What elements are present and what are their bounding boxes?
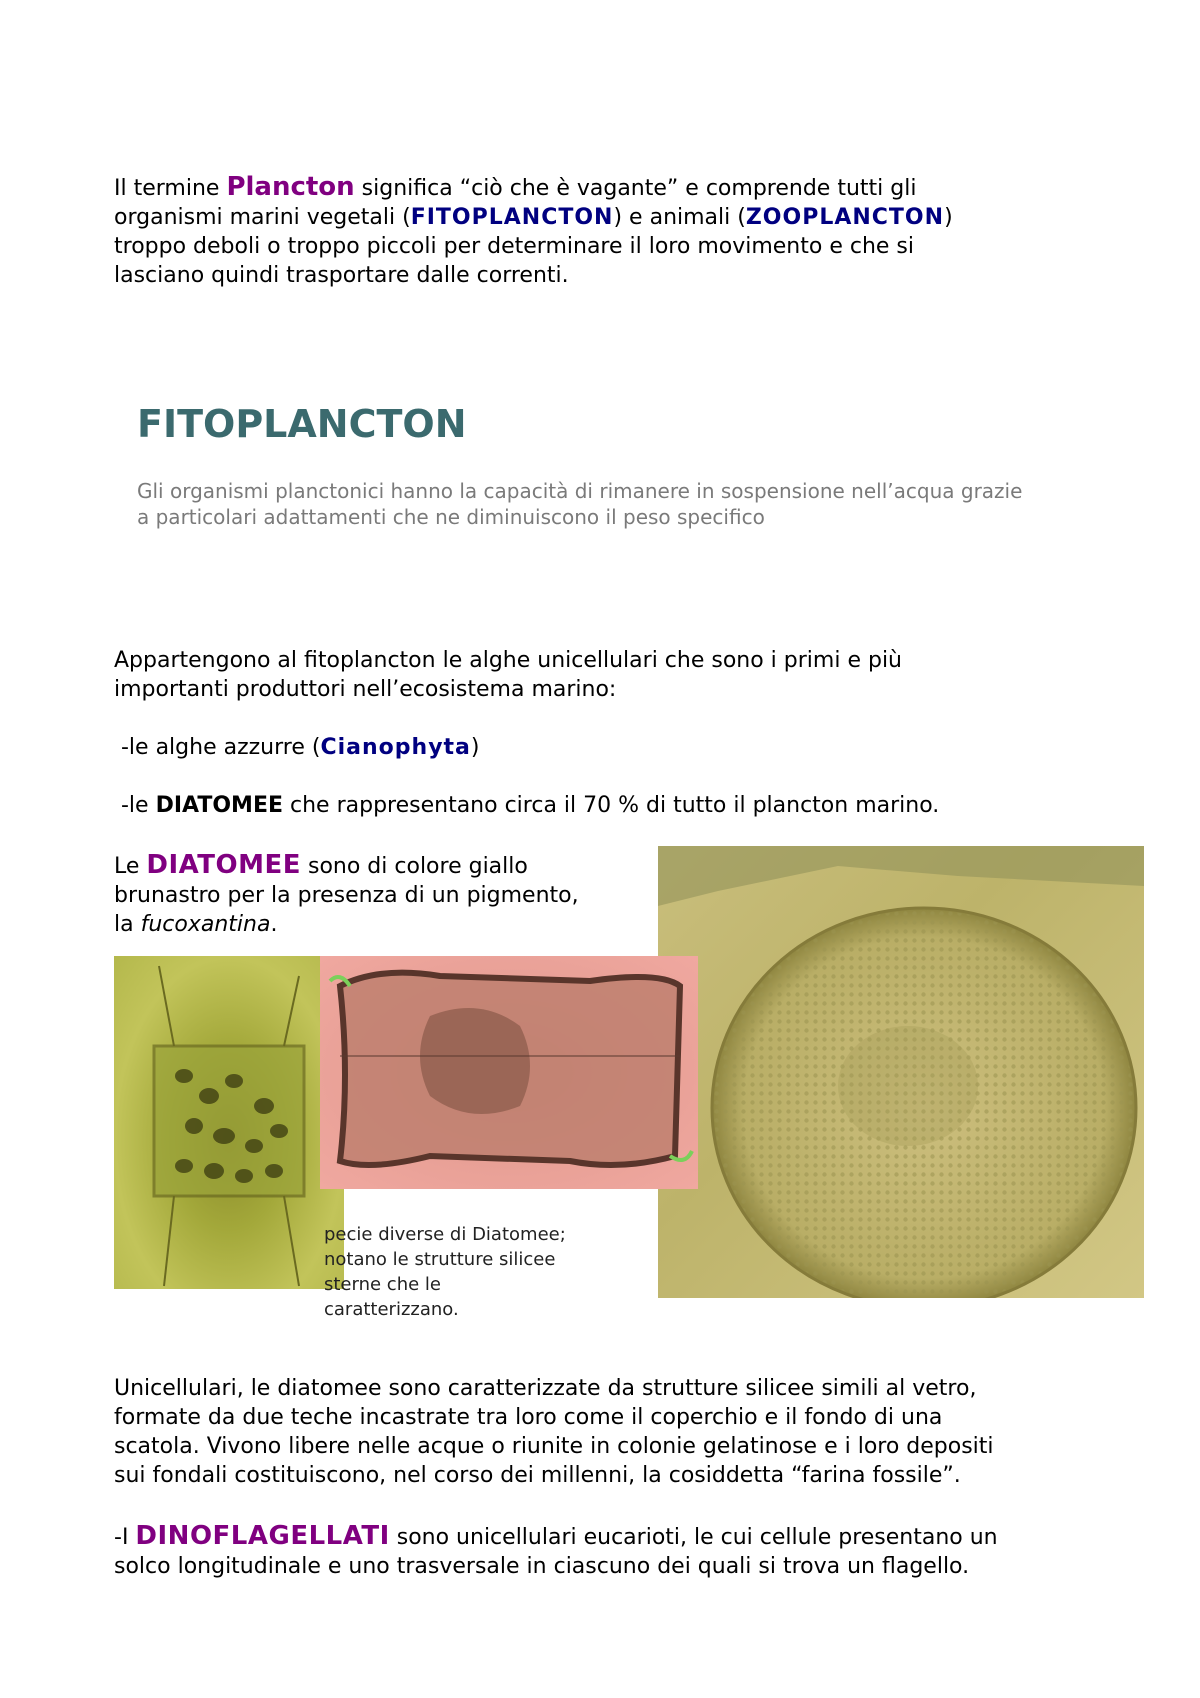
pink-diatom-illustration bbox=[320, 956, 698, 1189]
fitoplancton-paragraph: Appartengono al fitoplancton le alghe unicellulari che sono i primi e più importanti produttori nell’ecosistema marino: bbox=[114, 648, 902, 702]
photo-caption: pecie diverse di Diatomee; notano le strutture silicee sterne che le caratterizzano. bbox=[324, 1224, 566, 1320]
intro-line-4: lasciano quindi trasportare dalle correnti. bbox=[114, 263, 569, 288]
unicellulari-paragraph: Unicellulari, le diatomee sono caratterizzate da strutture silicee simili al vetro, formate da due teche incastrate tra loro come il coperchio e il fondo di una scatola. Vivono libere nelle acque o riunite in colonie gelatinose e i loro depositi sui fondali costituiscono, nel corso dei millenni, la cosiddetta “farina fossile”. bbox=[114, 1376, 994, 1488]
list-item-diatomee: -le DIATOMEE che rappresentano circa il 70 % di tutto il plancton marino. bbox=[114, 793, 940, 818]
pink-diatom-photo bbox=[320, 956, 698, 1189]
dinoflagellati-paragraph: -I DINOFLAGELLATI sono unicellulari eucarioti, le cui cellule presentano un solco longitudinale e uno trasversale in ciascuno dei quali si trova un flagello. bbox=[114, 1521, 998, 1579]
diatomee-paragraph: Le DIATOMEE sono di colore giallo brunastro per la presenza di un pigmento, la fucoxantina. bbox=[114, 850, 579, 937]
round-diatom-photo bbox=[658, 846, 1144, 1298]
intro-line-2: organismi marini vegetali (FITOPLANCTON) e animali (ZOOPLANCTON) bbox=[114, 205, 953, 230]
zooplancton-term: ZOOPLANCTON bbox=[745, 205, 945, 230]
plancton-term: Plancton bbox=[226, 172, 355, 202]
intro-paragraph bbox=[114, 173, 953, 290]
green-diatom-photo bbox=[114, 956, 344, 1289]
green-diatom-illustration bbox=[114, 956, 344, 1289]
intro-line-1: Il termine Plancton significa “ciò che è vagante” e comprende tutti gli bbox=[114, 172, 917, 202]
section-subtitle: Gli organismi planctonici hanno la capacità di rimanere in sospensione nell’acqua grazie a particolari adattamenti che ne diminuiscono il peso specifico bbox=[137, 479, 1023, 529]
round-diatom-illustration bbox=[658, 846, 1144, 1298]
list-item-cianophyta: -le alghe azzurre (Cianophyta) bbox=[114, 735, 480, 760]
section-title: FITOPLANCTON bbox=[137, 402, 467, 446]
fitoplancton-term: FITOPLANCTON bbox=[410, 205, 614, 230]
intro-line-3: troppo deboli o troppo piccoli per determinare il loro movimento e che si bbox=[114, 234, 915, 259]
